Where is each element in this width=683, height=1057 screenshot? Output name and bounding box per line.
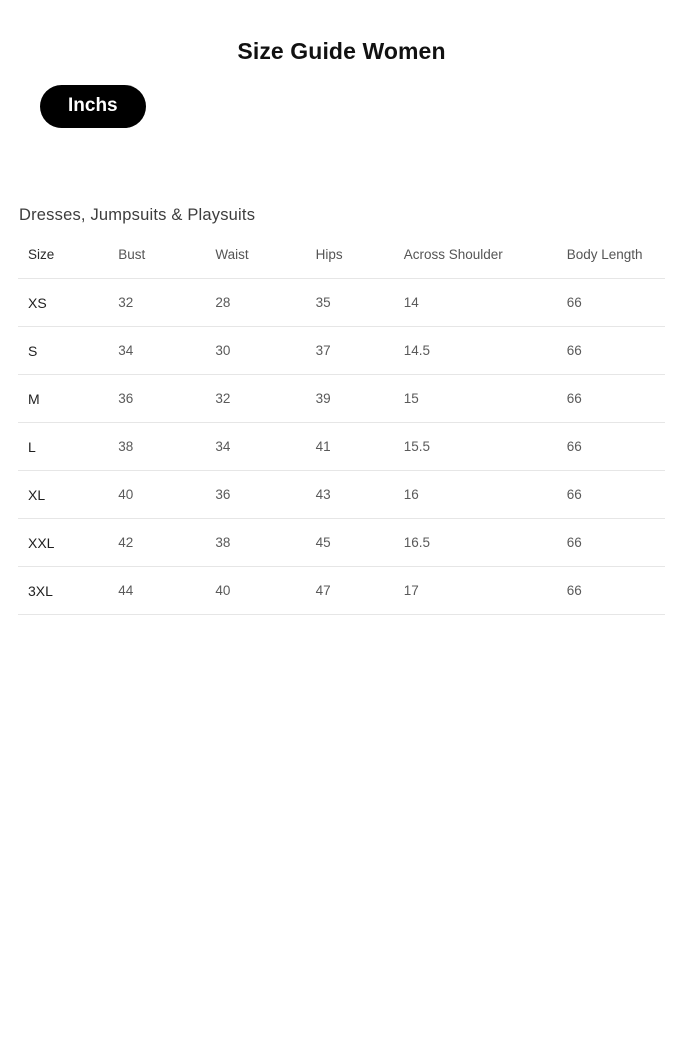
section-title: Dresses, Jumpsuits & Playsuits [19, 205, 256, 224]
cell-size: XXL [18, 518, 118, 566]
cell-body-length: 66 [552, 374, 665, 422]
table-header-row [18, 241, 665, 279]
table-row [18, 278, 665, 326]
cell-size: L [18, 422, 118, 470]
column-header-body-length: Body Length [552, 241, 665, 279]
cell-across-shoulder: 17 [400, 566, 552, 614]
column-header-bust: Bust [118, 241, 215, 279]
cell-size: 3XL [18, 566, 118, 614]
cell-across-shoulder: 14.5 [400, 326, 552, 374]
cell-waist: 34 [215, 422, 315, 470]
unit-toggle-inches-button[interactable]: Inchs [40, 85, 146, 128]
unit-toggle[interactable] [0, 85, 683, 128]
cell-body-length: 66 [552, 326, 665, 374]
cell-waist: 30 [215, 326, 315, 374]
cell-hips: 45 [316, 518, 400, 566]
column-header-waist: Waist [215, 241, 315, 279]
cell-hips: 41 [316, 422, 400, 470]
cell-body-length: 66 [552, 422, 665, 470]
cell-bust: 34 [118, 326, 215, 374]
cell-waist: 32 [215, 374, 315, 422]
column-header-size: Size [18, 241, 118, 279]
column-header-hips: Hips [316, 241, 400, 279]
table-row [18, 566, 665, 614]
cell-body-length: 66 [552, 470, 665, 518]
cell-waist: 40 [215, 566, 315, 614]
table-row [18, 326, 665, 374]
cell-waist: 28 [215, 278, 315, 326]
size-table [18, 241, 665, 615]
table-row [18, 518, 665, 566]
cell-hips: 47 [316, 566, 400, 614]
size-chart-section [0, 206, 683, 615]
cell-body-length: 66 [552, 566, 665, 614]
cell-across-shoulder: 16 [400, 470, 552, 518]
cell-size: M [18, 374, 118, 422]
table-row [18, 422, 665, 470]
cell-hips: 35 [316, 278, 400, 326]
cell-across-shoulder: 15 [400, 374, 552, 422]
page-title: Size Guide Women [237, 38, 446, 64]
cell-bust: 44 [118, 566, 215, 614]
cell-body-length: 66 [552, 278, 665, 326]
cell-hips: 37 [316, 326, 400, 374]
cell-bust: 36 [118, 374, 215, 422]
cell-bust: 40 [118, 470, 215, 518]
table-row [18, 470, 665, 518]
cell-waist: 38 [215, 518, 315, 566]
cell-across-shoulder: 15.5 [400, 422, 552, 470]
cell-waist: 36 [215, 470, 315, 518]
cell-across-shoulder: 16.5 [400, 518, 552, 566]
cell-hips: 39 [316, 374, 400, 422]
cell-bust: 38 [118, 422, 215, 470]
cell-across-shoulder: 14 [400, 278, 552, 326]
cell-size: XS [18, 278, 118, 326]
cell-body-length: 66 [552, 518, 665, 566]
table-row [18, 374, 665, 422]
cell-bust: 42 [118, 518, 215, 566]
cell-size: XL [18, 470, 118, 518]
cell-hips: 43 [316, 470, 400, 518]
cell-size: S [18, 326, 118, 374]
cell-bust: 32 [118, 278, 215, 326]
column-header-across-shoulder: Across Shoulder [400, 241, 552, 279]
